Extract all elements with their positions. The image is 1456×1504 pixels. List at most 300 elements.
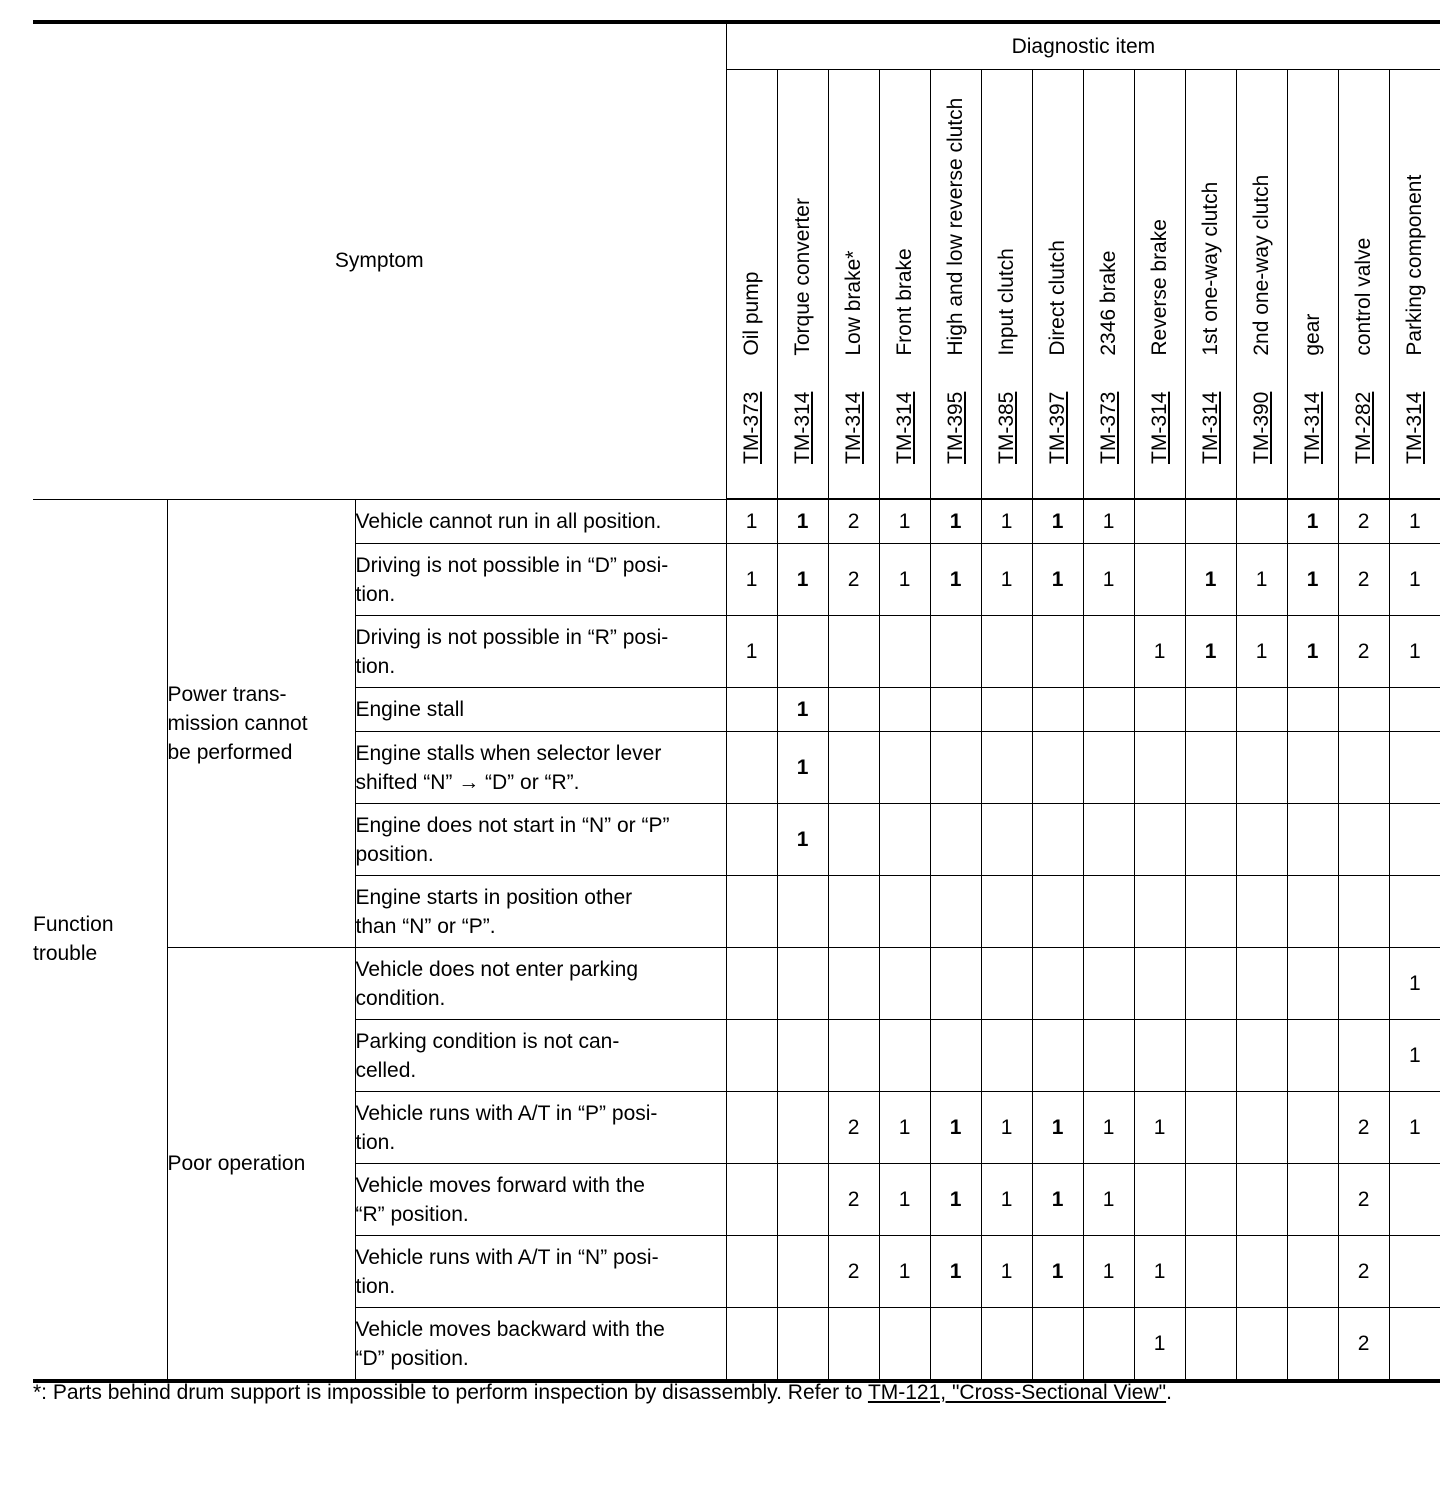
- value-cell: [726, 616, 777, 688]
- value-cell: [1236, 1164, 1287, 1236]
- value-cell: [981, 948, 1032, 1020]
- value-cell: [1338, 499, 1389, 544]
- value-cell: [1287, 688, 1338, 732]
- symptom-cell: Vehicle runs with A/T in “P” posi- tion.: [355, 1092, 726, 1164]
- value-cell: [930, 948, 981, 1020]
- value-text: 1: [796, 827, 809, 851]
- value-cell: [1185, 1308, 1236, 1382]
- column-ref-link[interactable]: TM-282: [1351, 391, 1375, 464]
- value-text: 1: [1102, 1259, 1115, 1283]
- column-name: gear: [1300, 313, 1324, 356]
- value-cell: [1032, 616, 1083, 688]
- value-cell: [981, 1092, 1032, 1164]
- symptom-cell: Vehicle does not enter parking condition.: [355, 948, 726, 1020]
- value-cell: [828, 876, 879, 948]
- value-text: 1: [1153, 1331, 1166, 1355]
- value-cell: [726, 876, 777, 948]
- column-name: control valve: [1351, 237, 1375, 356]
- column-name: Low brake*: [841, 250, 865, 356]
- value-text: 1: [1306, 567, 1319, 591]
- value-cell: [1032, 948, 1083, 1020]
- symptom-cell: Engine starts in position other than “N” or “P”.: [355, 876, 726, 948]
- value-cell: [1134, 1308, 1185, 1382]
- value-cell: [1236, 804, 1287, 876]
- value-cell: [930, 1092, 981, 1164]
- value-cell: [1338, 1164, 1389, 1236]
- value-cell: [1389, 1308, 1440, 1382]
- value-cell: [1338, 1020, 1389, 1092]
- column-ref-link[interactable]: TM-373: [1096, 391, 1120, 464]
- value-cell: [981, 1164, 1032, 1236]
- value-text: 1: [1306, 509, 1319, 533]
- value-cell: [777, 1092, 828, 1164]
- value-cell: [1032, 1164, 1083, 1236]
- column-name: Front brake: [892, 248, 916, 356]
- symptom-cell: Vehicle moves forward with the “R” position.: [355, 1164, 726, 1236]
- value-cell: [981, 688, 1032, 732]
- value-text: 1: [1102, 1187, 1115, 1211]
- group-cell: Power trans- mission cannot be performed: [167, 499, 355, 948]
- value-cell: [1338, 1092, 1389, 1164]
- value-text: 1: [949, 1259, 962, 1283]
- value-text: 2: [1357, 1115, 1370, 1139]
- value-cell: [1287, 1308, 1338, 1382]
- symptom-cell: Driving is not possible in “R” posi- tion.: [355, 616, 726, 688]
- value-cell: [1134, 688, 1185, 732]
- column-ref-link[interactable]: TM-314: [1198, 391, 1222, 464]
- value-cell: [879, 1092, 930, 1164]
- value-cell: [1287, 804, 1338, 876]
- value-text: 1: [949, 567, 962, 591]
- value-cell: [1083, 1236, 1134, 1308]
- value-cell: [930, 876, 981, 948]
- value-cell: [777, 948, 828, 1020]
- value-cell: [726, 1308, 777, 1382]
- group-cell: Poor operation: [167, 948, 355, 1382]
- value-cell: [1185, 732, 1236, 804]
- value-cell: [1389, 948, 1440, 1020]
- value-cell: [1287, 876, 1338, 948]
- column-ref-link[interactable]: TM-373: [739, 391, 763, 464]
- column-header: [1338, 70, 1389, 500]
- value-cell: [777, 616, 828, 688]
- value-text: 2: [1357, 1331, 1370, 1355]
- value-cell: [1032, 1020, 1083, 1092]
- value-cell: [828, 1092, 879, 1164]
- value-cell: [1083, 1020, 1134, 1092]
- value-text: 1: [898, 567, 911, 591]
- value-cell: [1389, 499, 1440, 544]
- value-cell: [1032, 688, 1083, 732]
- symptom-cell: Vehicle cannot run in all position.: [355, 499, 726, 544]
- value-cell: [777, 1308, 828, 1382]
- value-cell: [879, 732, 930, 804]
- value-cell: [726, 804, 777, 876]
- value-cell: [1389, 1164, 1440, 1236]
- column-header: [1134, 70, 1185, 500]
- value-cell: [879, 948, 930, 1020]
- value-cell: [777, 499, 828, 544]
- value-cell: [726, 544, 777, 616]
- value-cell: [828, 1236, 879, 1308]
- value-cell: [1083, 499, 1134, 544]
- value-cell: [1338, 616, 1389, 688]
- value-cell: [981, 876, 1032, 948]
- value-cell: [828, 804, 879, 876]
- value-text: 1: [1000, 509, 1013, 533]
- value-cell: [1338, 876, 1389, 948]
- value-cell: [879, 804, 930, 876]
- table-row: [33, 948, 1440, 1020]
- value-cell: [1389, 1236, 1440, 1308]
- value-text: 1: [1409, 639, 1421, 663]
- value-cell: [879, 499, 930, 544]
- value-cell: [1287, 616, 1338, 688]
- value-text: 1: [1153, 1115, 1166, 1139]
- value-cell: [1236, 948, 1287, 1020]
- value-cell: [1032, 804, 1083, 876]
- value-cell: [726, 1236, 777, 1308]
- value-text: 1: [1051, 1187, 1064, 1211]
- column-name: Reverse brake: [1147, 219, 1171, 356]
- value-text: 1: [745, 509, 758, 533]
- value-text: 1: [1102, 509, 1115, 533]
- column-name: Direct clutch: [1045, 240, 1069, 356]
- value-text: 1: [1255, 639, 1268, 663]
- column-ref-link[interactable]: TM-314: [1300, 391, 1324, 464]
- value-cell: [828, 1308, 879, 1382]
- value-cell: [1287, 1164, 1338, 1236]
- value-cell: [1134, 876, 1185, 948]
- value-cell: [1134, 804, 1185, 876]
- value-text: 2: [1357, 639, 1370, 663]
- value-text: 1: [1000, 567, 1013, 591]
- symptom-header: Symptom: [33, 22, 726, 499]
- column-ref-link[interactable]: TM-314: [1147, 391, 1171, 464]
- value-cell: [1287, 1092, 1338, 1164]
- value-cell: [879, 1308, 930, 1382]
- value-cell: [1389, 1020, 1440, 1092]
- value-cell: [1185, 616, 1236, 688]
- value-text: 1: [1204, 639, 1217, 663]
- value-text: 1: [1409, 509, 1421, 533]
- diagnostic-item-header: Diagnostic item: [726, 22, 1440, 70]
- value-text: 1: [796, 509, 809, 533]
- value-text: 1: [1051, 1115, 1064, 1139]
- value-cell: [777, 544, 828, 616]
- value-cell: [981, 732, 1032, 804]
- value-cell: [879, 1020, 930, 1092]
- column-header: [1083, 70, 1134, 500]
- value-text: 1: [898, 1115, 911, 1139]
- value-text: 1: [898, 509, 911, 533]
- value-cell: [1236, 876, 1287, 948]
- value-cell: [930, 1164, 981, 1236]
- value-text: 1: [1153, 639, 1166, 663]
- value-cell: [828, 499, 879, 544]
- value-cell: [1134, 1020, 1185, 1092]
- value-cell: [777, 1020, 828, 1092]
- column-header: [1389, 70, 1440, 500]
- symptom-cell: Engine stalls when selector lever shifted “N” → “D” or “R”.: [355, 732, 726, 804]
- value-cell: [1134, 499, 1185, 544]
- value-cell: [1287, 948, 1338, 1020]
- value-cell: [1134, 1092, 1185, 1164]
- value-cell: [1134, 616, 1185, 688]
- value-text: 1: [898, 1259, 911, 1283]
- value-cell: [1032, 544, 1083, 616]
- value-cell: [726, 688, 777, 732]
- column-header: [1032, 70, 1083, 500]
- value-text: 2: [1357, 1187, 1370, 1211]
- column-ref-link[interactable]: TM-390: [1249, 391, 1273, 464]
- value-cell: [1338, 948, 1389, 1020]
- value-cell: [1134, 948, 1185, 1020]
- value-cell: [777, 732, 828, 804]
- value-cell: [828, 1164, 879, 1236]
- column-name: 2346 brake: [1096, 250, 1120, 356]
- value-cell: [1185, 1164, 1236, 1236]
- column-header: [1287, 70, 1338, 500]
- cross-sectional-view-link[interactable]: TM-121, "Cross-Sectional View": [867, 1381, 1167, 1404]
- value-text: 1: [796, 567, 809, 591]
- value-cell: [1236, 1236, 1287, 1308]
- symptom-cell: Engine does not start in “N” or “P” position.: [355, 804, 726, 876]
- value-cell: [1032, 1236, 1083, 1308]
- value-cell: [981, 1236, 1032, 1308]
- value-cell: [726, 1164, 777, 1236]
- table-row: [33, 499, 1440, 544]
- value-cell: [981, 804, 1032, 876]
- value-cell: [1032, 732, 1083, 804]
- value-text: 2: [1357, 509, 1370, 533]
- value-cell: [930, 616, 981, 688]
- value-cell: [930, 688, 981, 732]
- value-cell: [1236, 1092, 1287, 1164]
- value-cell: [726, 1092, 777, 1164]
- value-text: 1: [796, 755, 809, 779]
- value-cell: [1338, 688, 1389, 732]
- value-cell: [1338, 1236, 1389, 1308]
- value-cell: [1134, 544, 1185, 616]
- value-cell: [777, 1164, 828, 1236]
- value-text: 1: [1409, 971, 1421, 995]
- column-header: [879, 70, 930, 500]
- value-text: 1: [1204, 567, 1217, 591]
- value-cell: [777, 876, 828, 948]
- value-cell: [1134, 1164, 1185, 1236]
- footnote-text: *: Parts behind drum support is impossible to perform inspection by disassembly. Refer to: [33, 1381, 868, 1404]
- value-cell: [1236, 732, 1287, 804]
- value-cell: [981, 1308, 1032, 1382]
- value-cell: [1389, 876, 1440, 948]
- value-cell: [828, 688, 879, 732]
- value-text: 1: [1306, 639, 1319, 663]
- value-text: 1: [949, 1187, 962, 1211]
- value-text: 1: [949, 509, 962, 533]
- value-cell: [828, 544, 879, 616]
- value-cell: [981, 544, 1032, 616]
- value-cell: [1185, 544, 1236, 616]
- column-name: Torque converter: [790, 198, 814, 356]
- value-text: 1: [1051, 567, 1064, 591]
- value-cell: [777, 1236, 828, 1308]
- value-text: 1: [1409, 567, 1421, 591]
- value-cell: [1185, 688, 1236, 732]
- value-text: 1: [1409, 1115, 1421, 1139]
- column-header: [828, 70, 879, 500]
- category-cell: Function trouble: [33, 499, 167, 1381]
- value-cell: [1185, 1092, 1236, 1164]
- value-cell: [1236, 1308, 1287, 1382]
- value-text: 1: [796, 697, 809, 721]
- value-cell: [1032, 1092, 1083, 1164]
- value-text: 1: [1255, 567, 1268, 591]
- value-cell: [1083, 544, 1134, 616]
- value-text: 1: [1000, 1259, 1013, 1283]
- value-cell: [1236, 544, 1287, 616]
- value-cell: [1134, 732, 1185, 804]
- value-cell: [828, 732, 879, 804]
- symptom-cell: Vehicle runs with A/T in “N” posi- tion.: [355, 1236, 726, 1308]
- value-cell: [1134, 1236, 1185, 1308]
- value-cell: [1338, 804, 1389, 876]
- value-cell: [1185, 876, 1236, 948]
- value-cell: [1185, 1236, 1236, 1308]
- value-cell: [1032, 499, 1083, 544]
- value-cell: [1083, 732, 1134, 804]
- value-cell: [1032, 1308, 1083, 1382]
- value-text: 1: [1102, 1115, 1115, 1139]
- value-text: 1: [1409, 1043, 1421, 1067]
- value-cell: [930, 1236, 981, 1308]
- value-cell: [1287, 1020, 1338, 1092]
- value-cell: [1083, 1164, 1134, 1236]
- value-cell: [1083, 804, 1134, 876]
- value-cell: [879, 1164, 930, 1236]
- value-cell: [1338, 732, 1389, 804]
- value-cell: [828, 948, 879, 1020]
- column-name: Input clutch: [994, 248, 1018, 356]
- value-cell: [879, 616, 930, 688]
- value-cell: [1338, 1308, 1389, 1382]
- value-cell: [1083, 616, 1134, 688]
- column-name: 2nd one-way clutch: [1249, 174, 1273, 356]
- symptom-cell: Engine stall: [355, 688, 726, 732]
- value-text: 2: [847, 1187, 860, 1211]
- column-ref-link[interactable]: TM-314: [1402, 391, 1426, 464]
- value-cell: [981, 499, 1032, 544]
- column-name: 1st one-way clutch: [1198, 181, 1222, 356]
- value-cell: [1236, 1020, 1287, 1092]
- value-text: 1: [949, 1115, 962, 1139]
- value-cell: [1083, 688, 1134, 732]
- value-cell: [777, 804, 828, 876]
- value-text: 1: [1153, 1259, 1166, 1283]
- column-name: Oil pump: [739, 271, 763, 356]
- value-cell: [1185, 804, 1236, 876]
- value-cell: [1389, 616, 1440, 688]
- column-ref-link[interactable]: TM-314: [892, 391, 916, 464]
- value-cell: [930, 1308, 981, 1382]
- value-cell: [828, 1020, 879, 1092]
- value-text: 2: [847, 1115, 860, 1139]
- value-text: 1: [1000, 1115, 1013, 1139]
- value-cell: [1185, 1020, 1236, 1092]
- value-text: 2: [847, 1259, 860, 1283]
- value-cell: [1083, 1308, 1134, 1382]
- value-cell: [1083, 948, 1134, 1020]
- value-text: 1: [745, 639, 758, 663]
- value-cell: [1389, 544, 1440, 616]
- value-cell: [1389, 732, 1440, 804]
- value-cell: [879, 876, 930, 948]
- footnote: [33, 1381, 1172, 1405]
- column-header: [1236, 70, 1287, 500]
- value-cell: [1389, 804, 1440, 876]
- column-header: [930, 70, 981, 500]
- value-text: 1: [1051, 1259, 1064, 1283]
- column-ref-link[interactable]: TM-314: [841, 391, 865, 464]
- value-cell: [1083, 876, 1134, 948]
- column-name: High and low reverse clutch: [943, 97, 967, 356]
- value-text: 2: [1357, 567, 1370, 591]
- value-cell: [930, 544, 981, 616]
- symptom-cell: Vehicle moves backward with the “D” position.: [355, 1308, 726, 1382]
- column-header: [726, 70, 777, 500]
- column-ref-link[interactable]: TM-395: [943, 391, 967, 464]
- value-cell: [1287, 499, 1338, 544]
- value-text: 1: [898, 1187, 911, 1211]
- value-cell: [879, 1236, 930, 1308]
- column-ref-link[interactable]: TM-314: [790, 391, 814, 464]
- value-cell: [879, 544, 930, 616]
- value-cell: [1287, 732, 1338, 804]
- value-cell: [1185, 499, 1236, 544]
- value-cell: [1236, 688, 1287, 732]
- symptom-cell: Driving is not possible in “D” posi- tion.: [355, 544, 726, 616]
- column-header: [777, 70, 828, 500]
- value-cell: [930, 804, 981, 876]
- value-cell: [726, 948, 777, 1020]
- value-cell: [1185, 948, 1236, 1020]
- value-cell: [981, 616, 1032, 688]
- column-ref-link[interactable]: TM-385: [994, 391, 1018, 464]
- value-cell: [930, 499, 981, 544]
- value-text: 2: [847, 567, 860, 591]
- value-cell: [777, 688, 828, 732]
- symptom-cell: Parking condition is not can- celled.: [355, 1020, 726, 1092]
- value-cell: [1032, 876, 1083, 948]
- value-cell: [828, 616, 879, 688]
- value-cell: [1236, 499, 1287, 544]
- value-cell: [1389, 688, 1440, 732]
- column-ref-link[interactable]: TM-397: [1045, 391, 1069, 464]
- value-text: 2: [1357, 1259, 1370, 1283]
- value-cell: [1389, 1092, 1440, 1164]
- value-cell: [1236, 616, 1287, 688]
- value-cell: [879, 688, 930, 732]
- value-cell: [930, 732, 981, 804]
- value-cell: [726, 1020, 777, 1092]
- column-header: [1185, 70, 1236, 500]
- column-header: [981, 70, 1032, 500]
- value-text: 1: [745, 567, 758, 591]
- value-text: 2: [847, 509, 860, 533]
- value-cell: [981, 1020, 1032, 1092]
- value-cell: [1287, 544, 1338, 616]
- column-name: Parking component: [1402, 174, 1426, 356]
